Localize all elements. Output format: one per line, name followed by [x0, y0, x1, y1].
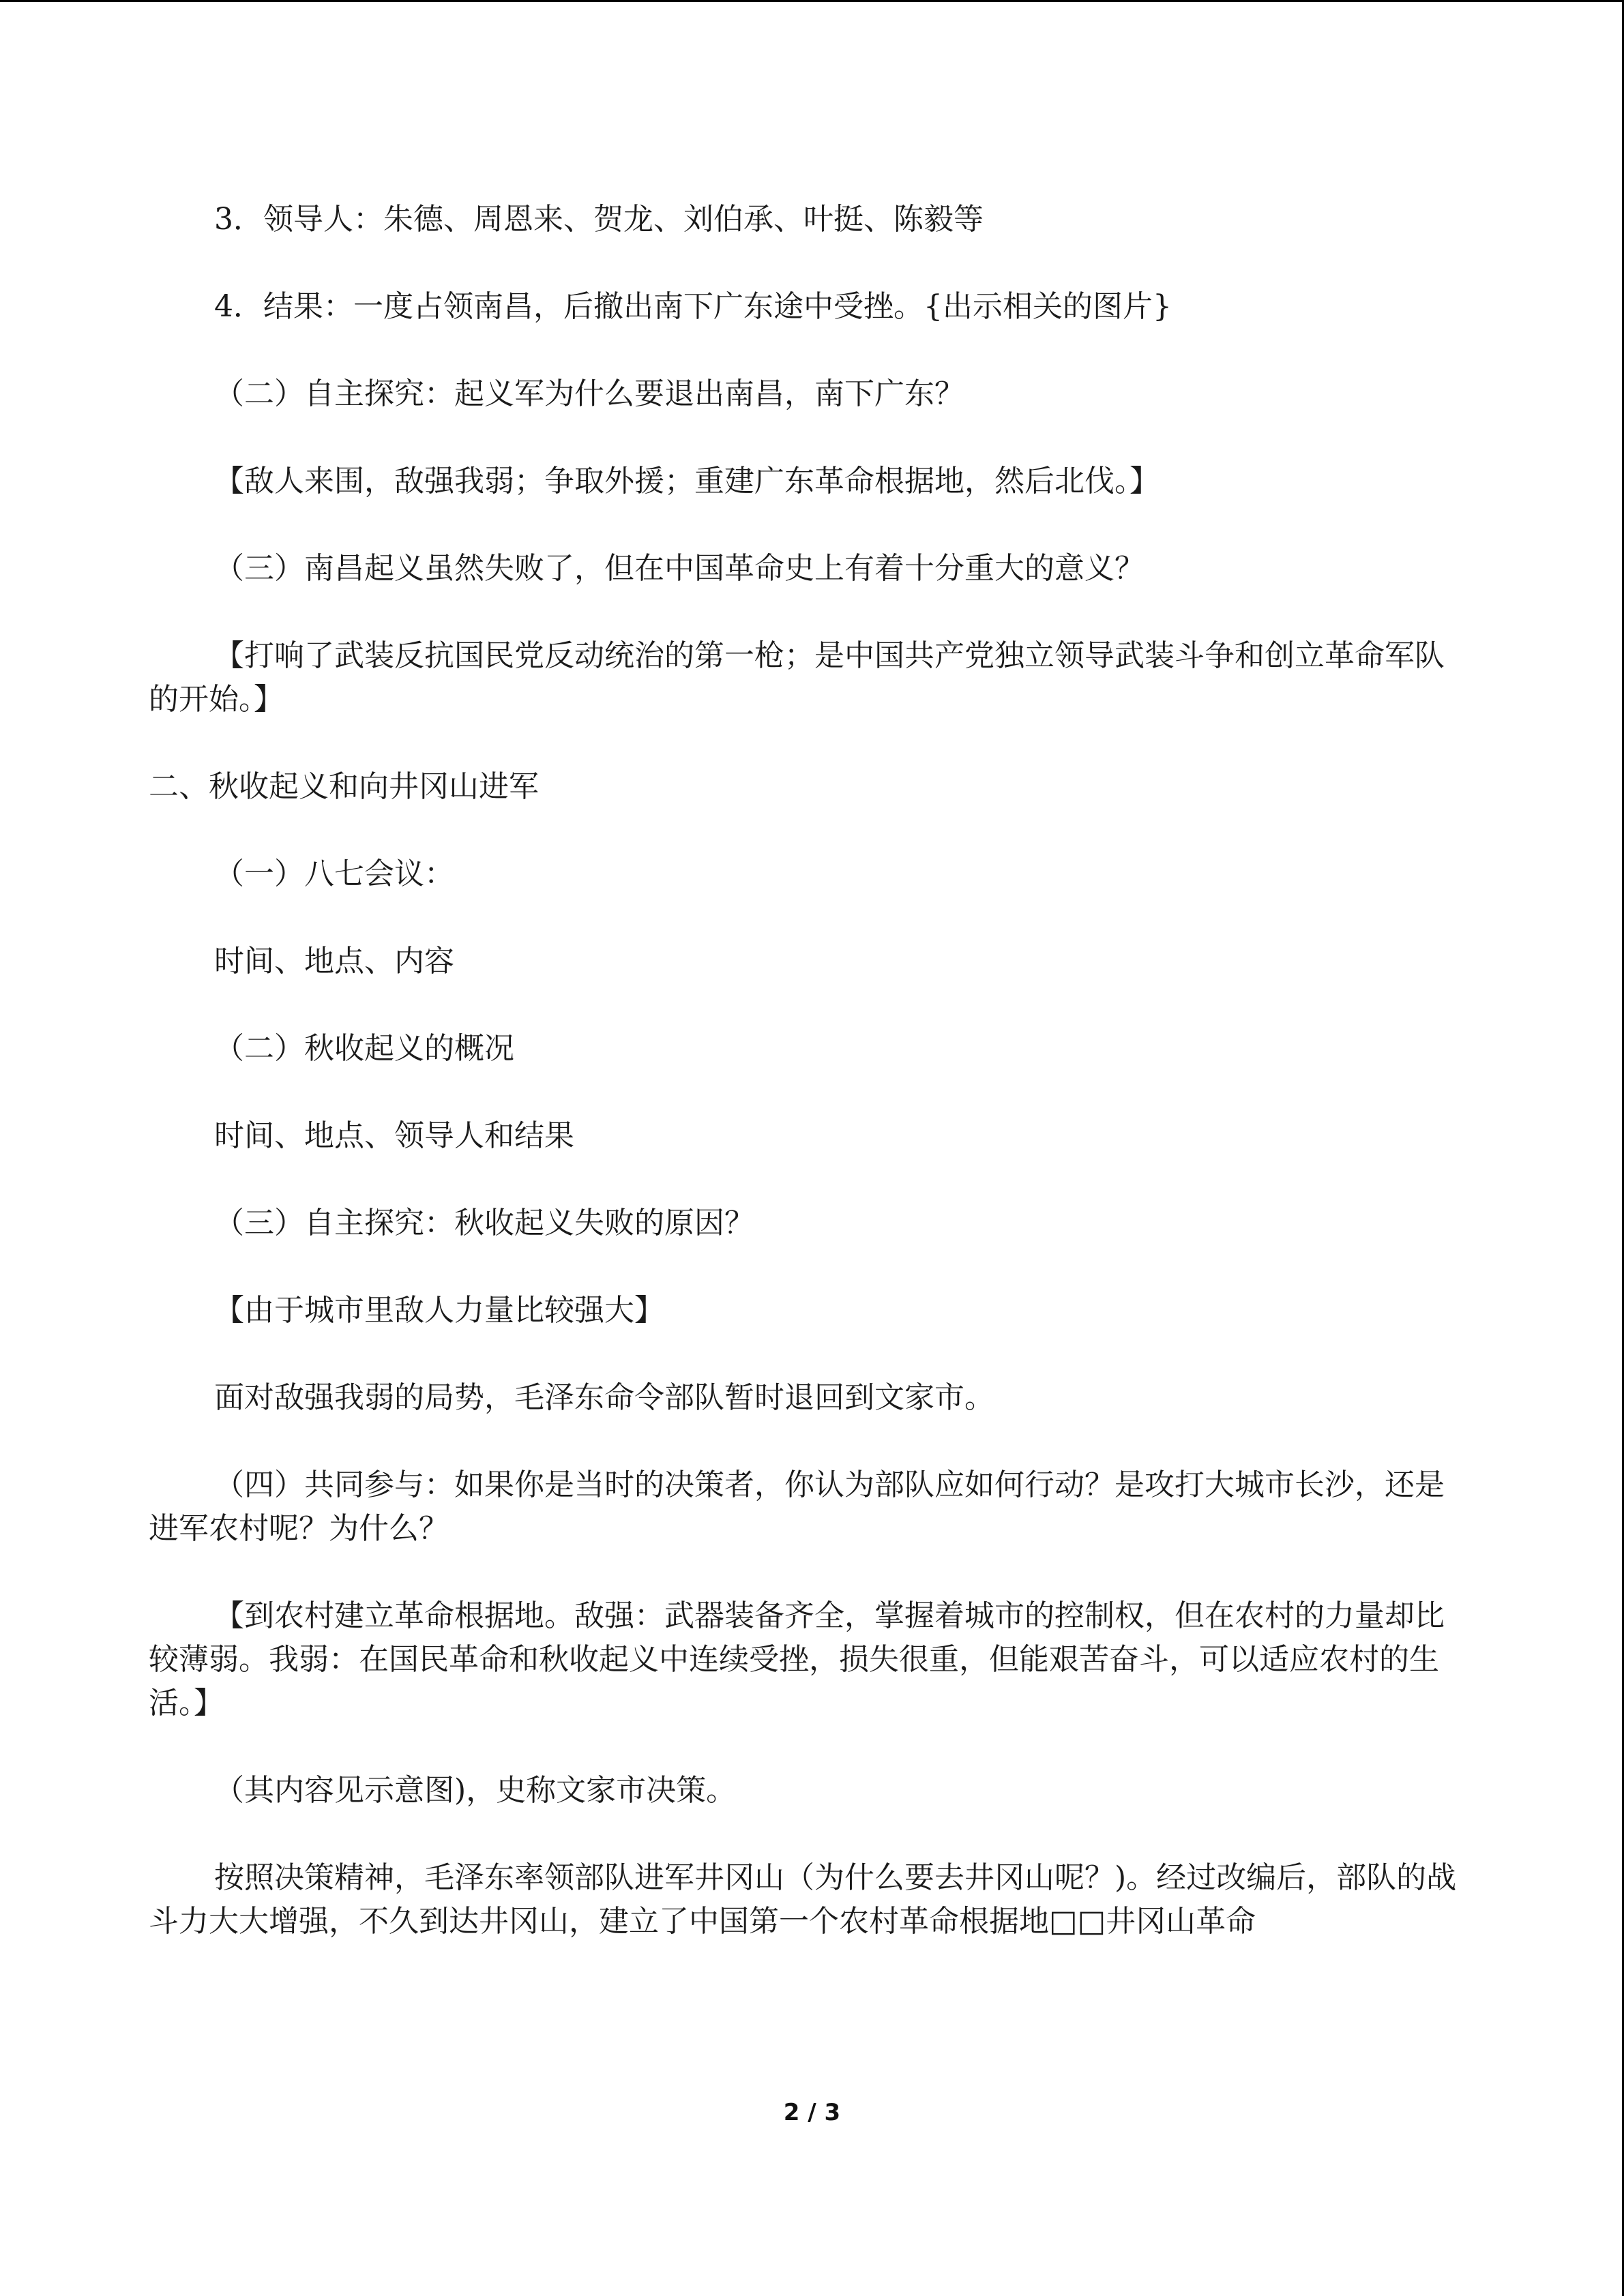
- paragraph-answer-retreat: 【敌人来围，敌强我弱；争取外援；重建广东革命根据地，然后北伐。】: [214, 464, 1160, 498]
- paragraph-significance-answer: 【打响了武装反抗国民党反动统治的第一枪；是中国共产党独立领导武装斗争和创立革命军队的开始。】: [149, 638, 1445, 717]
- paragraph-uprising-overview: （二）秋收起义的概况: [214, 1031, 514, 1066]
- paragraph-decision-answer: 【到农村建立革命根据地。敌强：武器装备齐全，掌握着城市的控制权，但在农村的力量却比较薄弱。我弱：在国民革命和秋收起义中连续受挫，损失很重，但能艰苦奋斗，可以适应农村的生活。】: [149, 1598, 1445, 1720]
- paragraph-august-seventh-meeting: （一）八七会议：: [214, 856, 454, 891]
- paragraph-leaders: 3．领导人：朱德、周恩来、贺龙、刘伯承、叶挺、陈毅等: [214, 202, 984, 237]
- paragraph-decision-question: （四）共同参与：如果你是当时的决策者，你认为部队应如何行动？是攻打大城市长沙，还是进军农村呢？为什么？: [149, 1467, 1445, 1546]
- paragraph-significance-question: （三）南昌起义虽然失败了，但在中国革命史上有着十分重大的意义？: [214, 551, 1145, 586]
- paragraph-retreat-wenjiashi: 面对敌强我弱的局势，毛泽东命令部队暂时退回到文家市。: [214, 1380, 994, 1415]
- paragraph-failure-question: （三）自主探究：秋收起义失败的原因？: [214, 1206, 754, 1240]
- page-top-border: [0, 0, 1624, 2]
- section-heading-autumn-harvest: 二、秋收起义和向井冈山进军: [149, 769, 539, 804]
- paragraph-inquiry-retreat: （二）自主探究：起义军为什么要退出南昌，南下广东？: [214, 376, 964, 411]
- paragraph-failure-answer: 【由于城市里敌人力量比较强大】: [214, 1293, 664, 1328]
- document-body: [149, 198, 1465, 1943]
- paragraph-meeting-details: 时间、地点、内容: [214, 944, 454, 979]
- paragraph-jinggangshan: 按照决策精神，毛泽东率领部队进军井冈山（为什么要去井冈山呢？)。经过改编后，部队的战斗力大大增强，不久到达井冈山，建立了中国第一个农村革命根据地□□井冈山革命: [149, 1860, 1457, 1939]
- paragraph-uprising-details: 时间、地点、领导人和结果: [214, 1118, 574, 1153]
- paragraph-wenjiashi-decision: （其内容见示意图)，史称文家市决策。: [214, 1773, 737, 1808]
- paragraph-result: 4．结果：一度占领南昌，后撤出南下广东途中受挫。{出示相关的图片}: [214, 289, 1172, 324]
- page-number: 2 / 3: [783, 2099, 841, 2126]
